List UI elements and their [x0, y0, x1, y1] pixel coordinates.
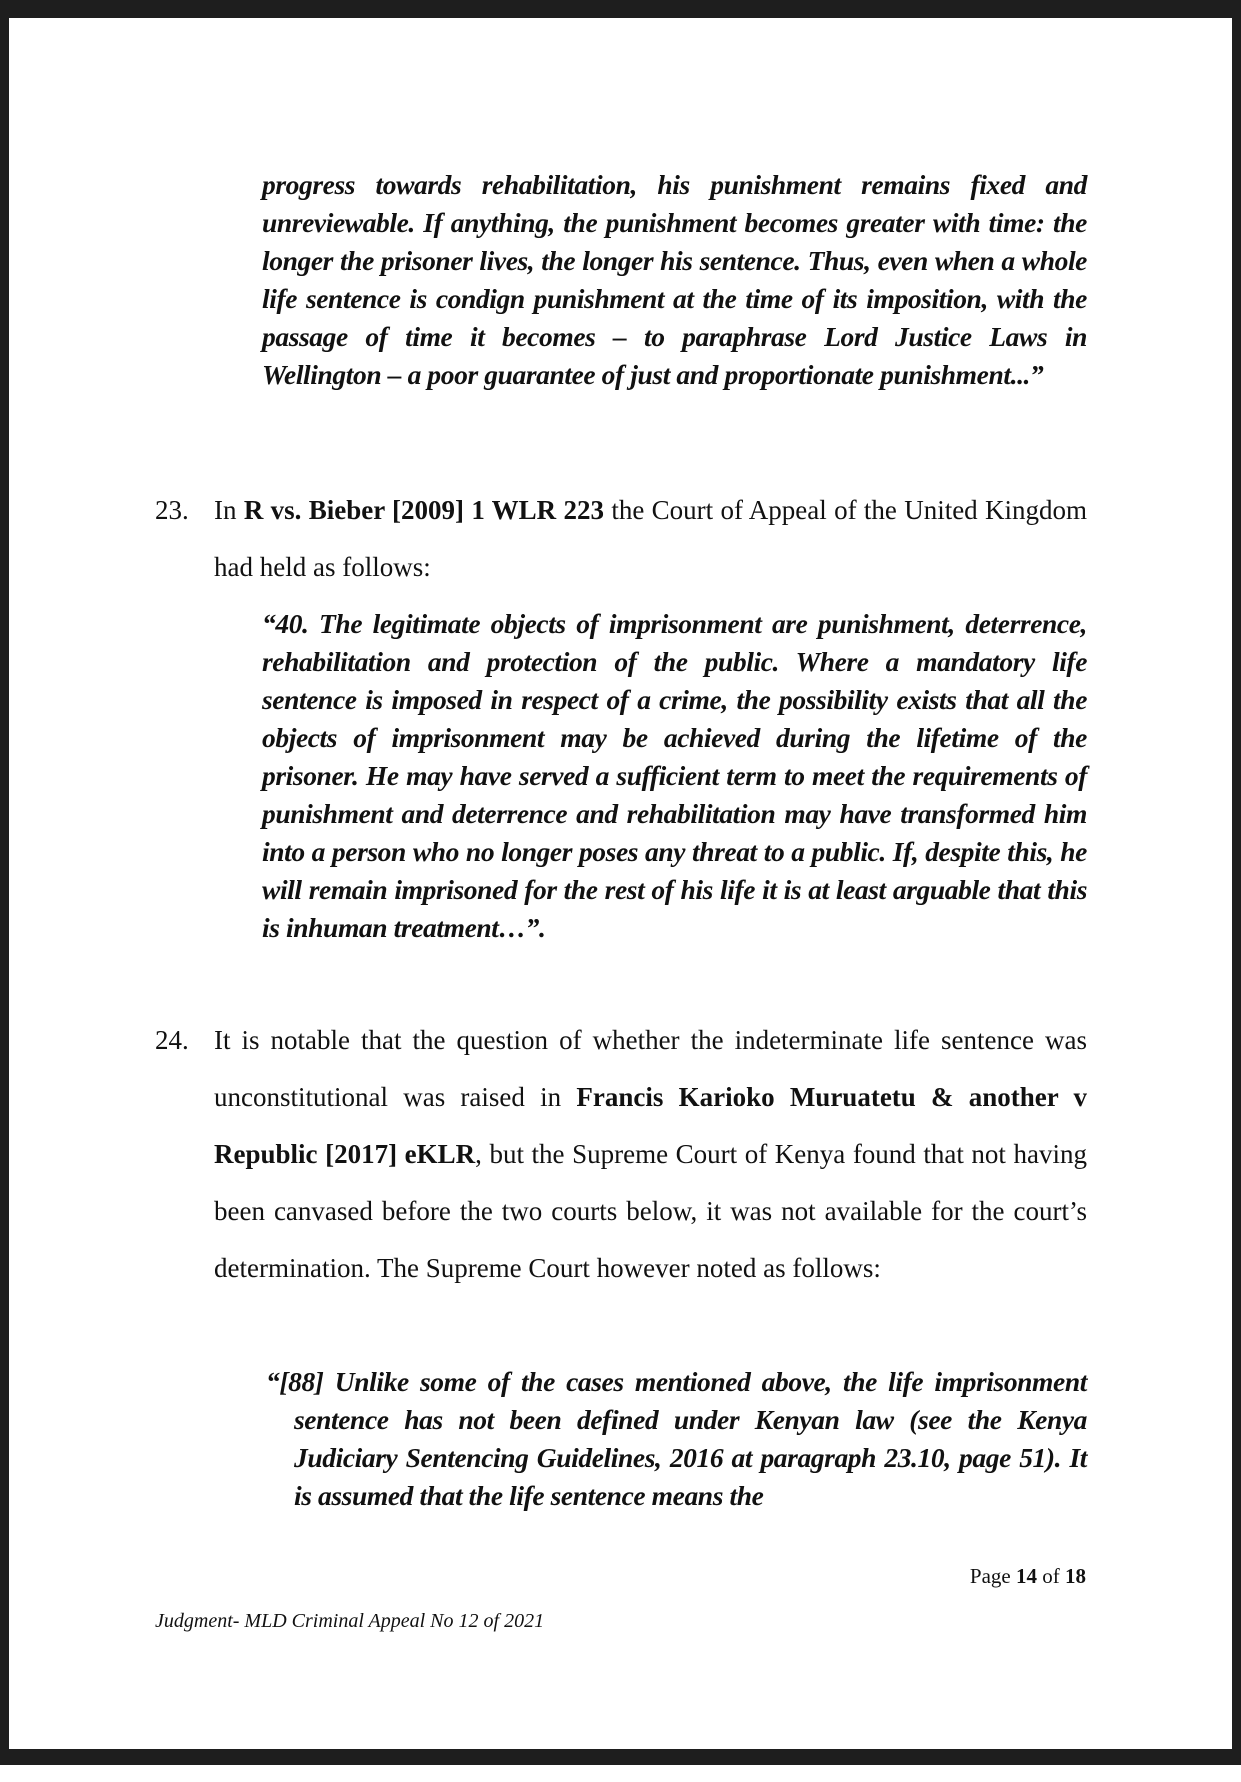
- paragraph-number: 23.: [155, 495, 189, 525]
- quote-text: “[88] Unlike some of the cases mentioned above, the life imprisonment sentence has not been defined under Kenyan law (see the Kenya Judiciary Sentencing Guidelines, 2016 at paragraph 23.10, page 51). It is assumed that the life sentence means the: [266, 1366, 1087, 1511]
- case-citation: R vs. Bieber [2009] 1 WLR 223: [243, 495, 605, 525]
- page-footer: Judgment- MLD Criminal Appeal No 12 of 2021: [155, 1610, 545, 1632]
- paragraph-text: It is notable that the question of whether the indeterminate life sentence was unconstitutional was raised in: [214, 1025, 1087, 1112]
- paragraph-text: the Court of Appeal of the United Kingdom had held as follows:: [214, 495, 1088, 582]
- page-current: 14: [1016, 1564, 1037, 1588]
- paragraph-text: , but the Supreme Court of Kenya found that not having been canvased before the two courts below, it was not available for the court’s determination. The Supreme Court however noted as follows:: [214, 1139, 1087, 1283]
- page-of: of: [1042, 1564, 1060, 1588]
- block-quote-muruatetu: [266, 1363, 1087, 1515]
- paragraph-number: 24.: [155, 1025, 189, 1055]
- page-total: 18: [1065, 1564, 1086, 1588]
- next-page-edge: [0, 1765, 1241, 1782]
- page-number: [970, 1562, 1086, 1590]
- page-label: Page: [969, 1564, 1011, 1588]
- paragraph-23: [155, 482, 1087, 596]
- paragraph-text: In: [214, 495, 244, 525]
- block-quote-wellington: progress towards rehabilitation, his punishment remains fixed and unreviewable. If anything, the punishment becomes greater with time: the longer the prisoner lives, the longer his sentence. Thus, even when a whole life sentence is condign punishment at the time of its imposition, with the passage of time it becomes – to paraphrase Lord Justice Laws in Wellington – a poor guarantee of just and proportionate punishment...”: [262, 169, 1087, 390]
- paragraph-24: [155, 1012, 1087, 1297]
- paragraph-body: [214, 482, 1087, 596]
- block-quote-bieber: “40. The legitimate objects of imprisonment are punishment, deterrence, rehabilitation and protection of the public. Where a mandatory life sentence is imposed in respect of a crime, the possibility exists that all the objects of imprisonment may be achieved during the lifetime of the prisoner. He may have served a sufficient term to meet the requirements of punishment and deterrence and rehabilitation may have transformed him into a person who no longer poses any threat to a public. If, despite this, he will remain imprisoned for the rest of his life it is at least arguable that this is inhuman treatment…”.: [262, 608, 1087, 943]
- case-citation: Francis Karioko Muruatetu & another v Republic [2017] eKLR: [214, 1082, 1087, 1169]
- paragraph-body: [214, 1012, 1087, 1297]
